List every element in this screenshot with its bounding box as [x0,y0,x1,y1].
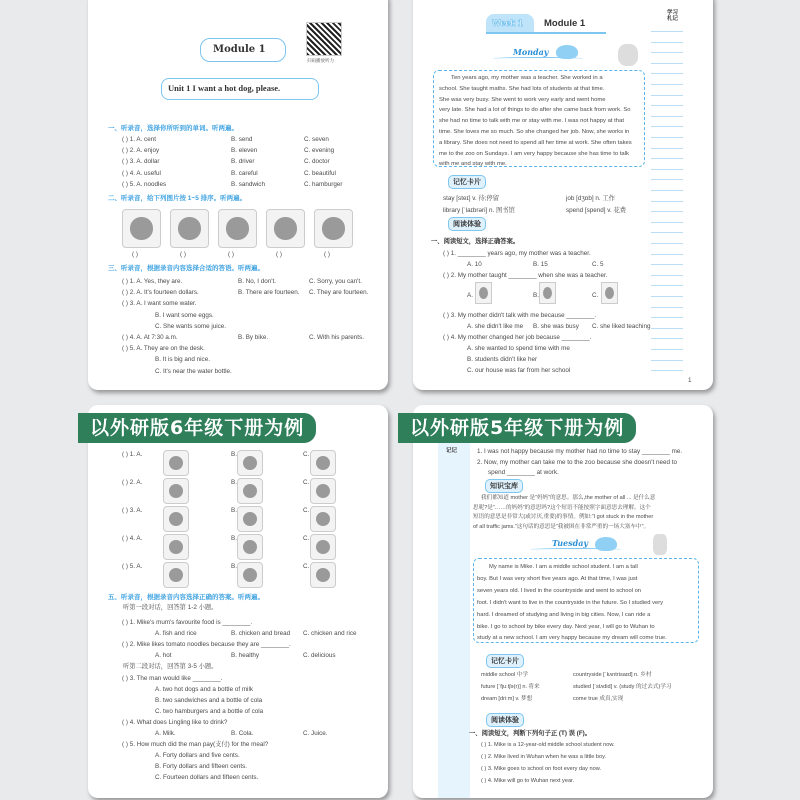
mother-illustration [618,44,638,66]
note-line [651,264,683,265]
passage-line: bike. I go to school by bike every day. Next year, I will go to Wuhan to [477,623,655,630]
page-week1-monday [413,0,713,390]
option-picture [310,478,336,504]
bread-icon [218,209,257,248]
note-line [651,105,683,106]
option: ( ) 2. A. enjoy [122,147,160,155]
question-line: A. fish and rice [155,630,197,637]
note-line [651,243,683,244]
note-line [651,360,683,361]
passage-line: time. She loves me so much. So she changed her job. Now, she works in [439,129,630,135]
tips-line: 短语的意思是非常大(或讨厌,重要)的事情。例如:“I got stuck in the mother [473,514,654,520]
week-label: Week 1 [492,18,523,28]
passage-line: school. She taught maths. She had lots of students at that time. [439,85,605,92]
passage-line: seven years old. I lived in the countryside and went to school on [477,587,642,594]
option: B. careful [231,169,258,177]
question: B. students didn't like her [467,356,538,363]
exercise-line: spend ________ at work. [488,469,559,476]
option: C. It's near the water bottle. [155,367,232,375]
note-line [651,63,683,64]
question: C. 5 [592,261,604,268]
option: C. They are fourteen. [309,289,369,297]
vocab-entry: spend [spend] v. 花费 [566,206,627,214]
pagoda-icon [122,209,161,248]
week-underline [486,32,606,34]
tips-line: of all traffic jams.”这句话的意思是“我被困在非常严重的一场大塞车中”。 [473,523,650,530]
option: B. send [231,136,253,143]
notes-label: 学习札记 [667,10,679,22]
question-line: 听第一段对话，回答第 1-2 小题。 [123,604,218,611]
exercise-line: 2. Now, my mother can take me to the zoo because she doesn't need to [477,458,678,466]
note-line [651,296,683,297]
whale-icon [595,537,617,551]
option-picture [163,506,189,532]
option: C. She wants some juice. [155,322,227,330]
juice-icon [266,209,305,248]
section-5-heading: 五、听录音，根据录音内容选择正确的答案。听两遍。 [108,594,264,601]
question: B. 15 [533,261,548,268]
option: C. [303,535,310,542]
note-line [651,285,683,286]
question-line: A. Milk. [155,730,176,737]
question-line: ( ) 3. The man would like ________. [122,675,223,682]
option-picture [237,478,263,504]
question-line: C. two hamburgers and a bottle of cola [155,708,264,715]
question: C. she liked teaching [592,323,651,330]
option: ( ) 2. A. It's fourteen dollars. [122,289,199,297]
question-line: 听第二段对话，回答第 3-5 小题。 [123,663,218,670]
option: ( ) 2. A. [122,479,143,486]
option: ( ) 5. A. They are on the desk. [122,345,205,353]
option-picture [237,562,263,588]
question: ( ) 4. Mike will go to Wuhan next year. [481,778,575,784]
question-line: ( ) 5. How much did the man pay(支付) for the meal? [122,741,269,748]
question: B. she was busy [533,323,579,330]
answer-paren: ( ) [324,251,330,258]
question-line: B. healthy [231,652,260,659]
option: B. sandwich [231,180,265,188]
note-line [651,190,683,191]
note-line [651,42,683,43]
question-line: C. Juice. [303,730,328,737]
option-picture [310,506,336,532]
passage-line: with me and stay with me. [439,161,507,168]
tips-line: 思呢?是“……的妈妈”的意思吗?这个短语不能按照字面意思去理解。这个 [473,504,651,511]
classroom-picture [475,282,492,304]
option: ( ) 3. A. dollar [122,158,160,166]
option-picture [237,450,263,476]
option: ( ) 4. A. useful [122,169,161,177]
option: C. [303,507,310,514]
note-line [651,275,683,276]
answer-paren: ( ) [180,251,186,258]
edition-banner-grade6: 以外研版6年级下册为例 [78,413,316,443]
question-line: A. Forty dollars and five cents. [155,752,240,759]
option: C. Sorry, you can't. [309,278,362,285]
note-line [651,370,683,371]
vocab-entry: dream [driːm] v. 梦想 [481,696,533,702]
note-line [651,349,683,350]
question: B. [533,292,539,299]
reading-heading: 阅读体验 [448,217,486,231]
question: ( ) 4. My mother changed her job because ________. [443,334,592,341]
note-line [651,52,683,53]
option: C. With his parents. [309,334,364,341]
blackboard-picture [539,282,556,304]
option: ( ) 3. A. I want some water. [122,300,197,308]
vocab-entry: middle school 中学 [481,672,528,678]
question: A. 10 [467,261,482,268]
note-line [651,254,683,255]
tips-heading: 知识宝库 [485,479,523,493]
question-line: ( ) 4. What does Lingling like to drink? [122,719,228,726]
question: C. our house was far from her school [467,367,571,374]
option: B. eleven [231,147,258,155]
module-heading: Module 1 [544,18,586,29]
question-line: ( ) 2. Mike likes tomato noodles because they are ________. [122,641,291,648]
note-line [651,137,683,138]
passage-line: a library. She does not need to spend all her time at work. She often takes [439,139,632,146]
note-line [651,84,683,85]
note-line [651,232,683,233]
passage-line: My name is Mike. I am a middle school student. I am a tall [489,564,638,570]
question-line: B. Forty dollars and fifteen cents. [155,763,248,770]
option: ( ) 1. A. cent [122,136,156,143]
note-line [651,338,683,339]
sneakers-icon [314,209,353,248]
vocab-entry: come true 成真,实现 [573,696,624,702]
option: ( ) 3. A. [122,507,143,514]
option-picture [163,534,189,560]
question-line: B. two sandwiches and a bottle of cola [155,697,263,704]
note-line [651,222,683,223]
question: C. [592,292,599,299]
option: ( ) 4. A. At 7:30 a.m. [122,334,178,341]
option: B. [231,479,237,486]
question: ( ) 2. My mother taught ________ when she was a teacher. [443,272,608,279]
whale-icon [556,45,578,59]
option-picture [163,450,189,476]
page-listening-continued [88,405,388,798]
option-picture [310,534,336,560]
reading-section-heading: 一、阅读短文，选择正确答案。 [431,238,520,245]
option: C. beautiful [304,169,336,177]
vocab-entry: library [ˈlaɪbrəri] n. 图书馆 [443,206,515,214]
edition-banner-grade5: 以外研版5年级下册为例 [398,413,636,443]
vocab-entry: countryside [ˈkʌntrisaɪd] n. 乡村 [573,672,652,678]
option: B. driver [231,158,255,166]
question: ( ) 1. Mike is a 12-year-old middle school student now. [481,742,615,748]
question-line: ( ) 1. Mike's mum's favourite food is ________. [122,619,253,626]
vocab-entry: future [ˈfjuːtʃə(r)] n. 将来 [481,684,540,690]
basketball-icon [170,209,209,248]
question-line: C. Fourteen dollars and fifteen cents. [155,774,259,781]
answer-paren: ( ) [276,251,282,258]
note-line [651,211,683,212]
question: ( ) 1. ________ years ago, my mother was a teacher. [443,250,591,257]
vocab-entry: stay [steɪ] v. 待;停留 [443,195,500,202]
memory-card-heading: 记忆卡片 [486,654,524,668]
option: C. doctor [304,158,330,166]
qr-code [306,22,342,56]
passage-line: boy. But I was very short five years ago. At that time, I was just [477,575,638,582]
note-line [651,116,683,117]
option: C. evening [304,147,335,155]
option: ( ) 5. A. noodles [122,180,167,188]
note-line [651,95,683,96]
passage-line: study at a new school. I am very happy because my dream will come true. [477,635,667,642]
reading-section-heading: 一、阅读短文，判断下列句子正 (T) 误 (F)。 [469,730,592,737]
option: C. [303,563,310,570]
qr-caption: 扫码播放听力 [307,58,334,63]
note-line [651,201,683,202]
option-picture [237,506,263,532]
option: C. [303,479,310,486]
option: C. hamburger [304,180,343,188]
section-2-heading: 二、听录音，给下列图片按 1~5 排序。听两遍。 [108,195,247,202]
note-line [651,307,683,308]
day-heading: Monday [513,47,549,57]
option: B. There are fourteen. [238,289,300,297]
note-line [651,73,683,74]
option: ( ) 5. A. [122,563,143,570]
passage-line: very late. She had a lot of things to do after she came back from work. So [439,107,631,114]
passage-line: she had no time to talk with me or stay with me. I was not happy at that [439,118,624,125]
exercise-line: 1. I was not happy because my mother had no time to stay ________ me. [477,448,683,455]
question: A. she wanted to spend time with me [467,345,570,352]
note-line [651,158,683,159]
passage-line: She was very busy. She went to work very early and went home [439,96,606,103]
question-line: B. chicken and bread [231,630,291,637]
page-listening-module1 [88,0,388,390]
tips-line: 我们都知道 mother 是“妈妈”的意思。那么,the mother of all ... 是什么意 [481,495,656,501]
option-picture [163,562,189,588]
passage-line: me to the zoo on Sundays. I am very happy because she has time to talk [439,150,629,157]
option: B. [231,451,237,458]
question-line: C. delicious [303,652,336,659]
notes-strip [438,425,470,798]
question: A. [467,292,473,299]
answer-paren: ( ) [228,251,234,258]
passage-line: foot. I didn't want to live in the countryside in the future. So I studied very [477,599,664,606]
option: C. [303,451,310,458]
note-line [651,148,683,149]
note-line [651,317,683,318]
option: B. [231,507,237,514]
option: ( ) 4. A. [122,535,143,542]
option: B. I want some eggs. [155,311,214,319]
option: ( ) 1. A. Yes, they are. [122,278,183,285]
unit-title: Unit 1 I want a hot dog, please. [168,83,281,93]
section-3-heading: 三、听录音，根据录音内容选择合适的答语。听两遍。 [108,265,264,272]
memory-card-heading: 记忆卡片 [448,175,486,189]
option: B. [231,563,237,570]
question: ( ) 3. Mike goes to school on foot every day now. [481,766,602,772]
question: ( ) 3. My mother didn't talk with me because ________. [443,312,597,319]
note-line [651,31,683,32]
vocab-entry: job [dʒɒb] n. 工作 [566,195,615,202]
day-heading: Tuesday [552,538,589,548]
option: ( ) 1. A. [122,451,143,458]
reading-heading: 阅读体验 [486,713,524,727]
question-line: A. hot [155,652,172,659]
option-picture [237,534,263,560]
passage-line: hard. I dreamed of studying and living in big cities. Now, I can ride a [477,611,651,618]
note-line [651,169,683,170]
page-week1-tuesday [413,405,713,798]
option: B. By bike. [238,334,269,341]
note-line [651,126,683,127]
question: A. she didn't like me [467,323,524,330]
option-picture [310,562,336,588]
question-line: C. chicken and rice [303,630,357,637]
module-title: Module 1 [213,44,266,55]
boy-illustration [653,534,667,555]
vocab-entry: studied [ˈstʌdid] v. (study 的过去式)学习 [573,684,672,690]
option-picture [163,478,189,504]
option: B. [231,535,237,542]
option: B. No, I don't. [238,278,276,285]
notes-label: 记记 [446,448,458,454]
passage-line: Ten years ago, my mother was a teacher. She worked in a [451,75,603,81]
note-line [651,328,683,329]
page-number: 1 [688,377,692,384]
question: ( ) 2. Mike lived in Wuhan when he was a little boy. [481,754,607,760]
chart-picture [601,282,618,304]
section-1-heading: 一、听录音，选择你所听到的单词。听两遍。 [108,125,238,132]
option-picture [310,450,336,476]
option: C. seven [304,136,329,143]
question-line: B. Cola. [231,730,254,737]
note-line [651,179,683,180]
question-line: A. two hot dogs and a bottle of milk [155,686,254,693]
option: B. It is big and nice. [155,356,210,364]
answer-paren: ( ) [132,251,138,258]
